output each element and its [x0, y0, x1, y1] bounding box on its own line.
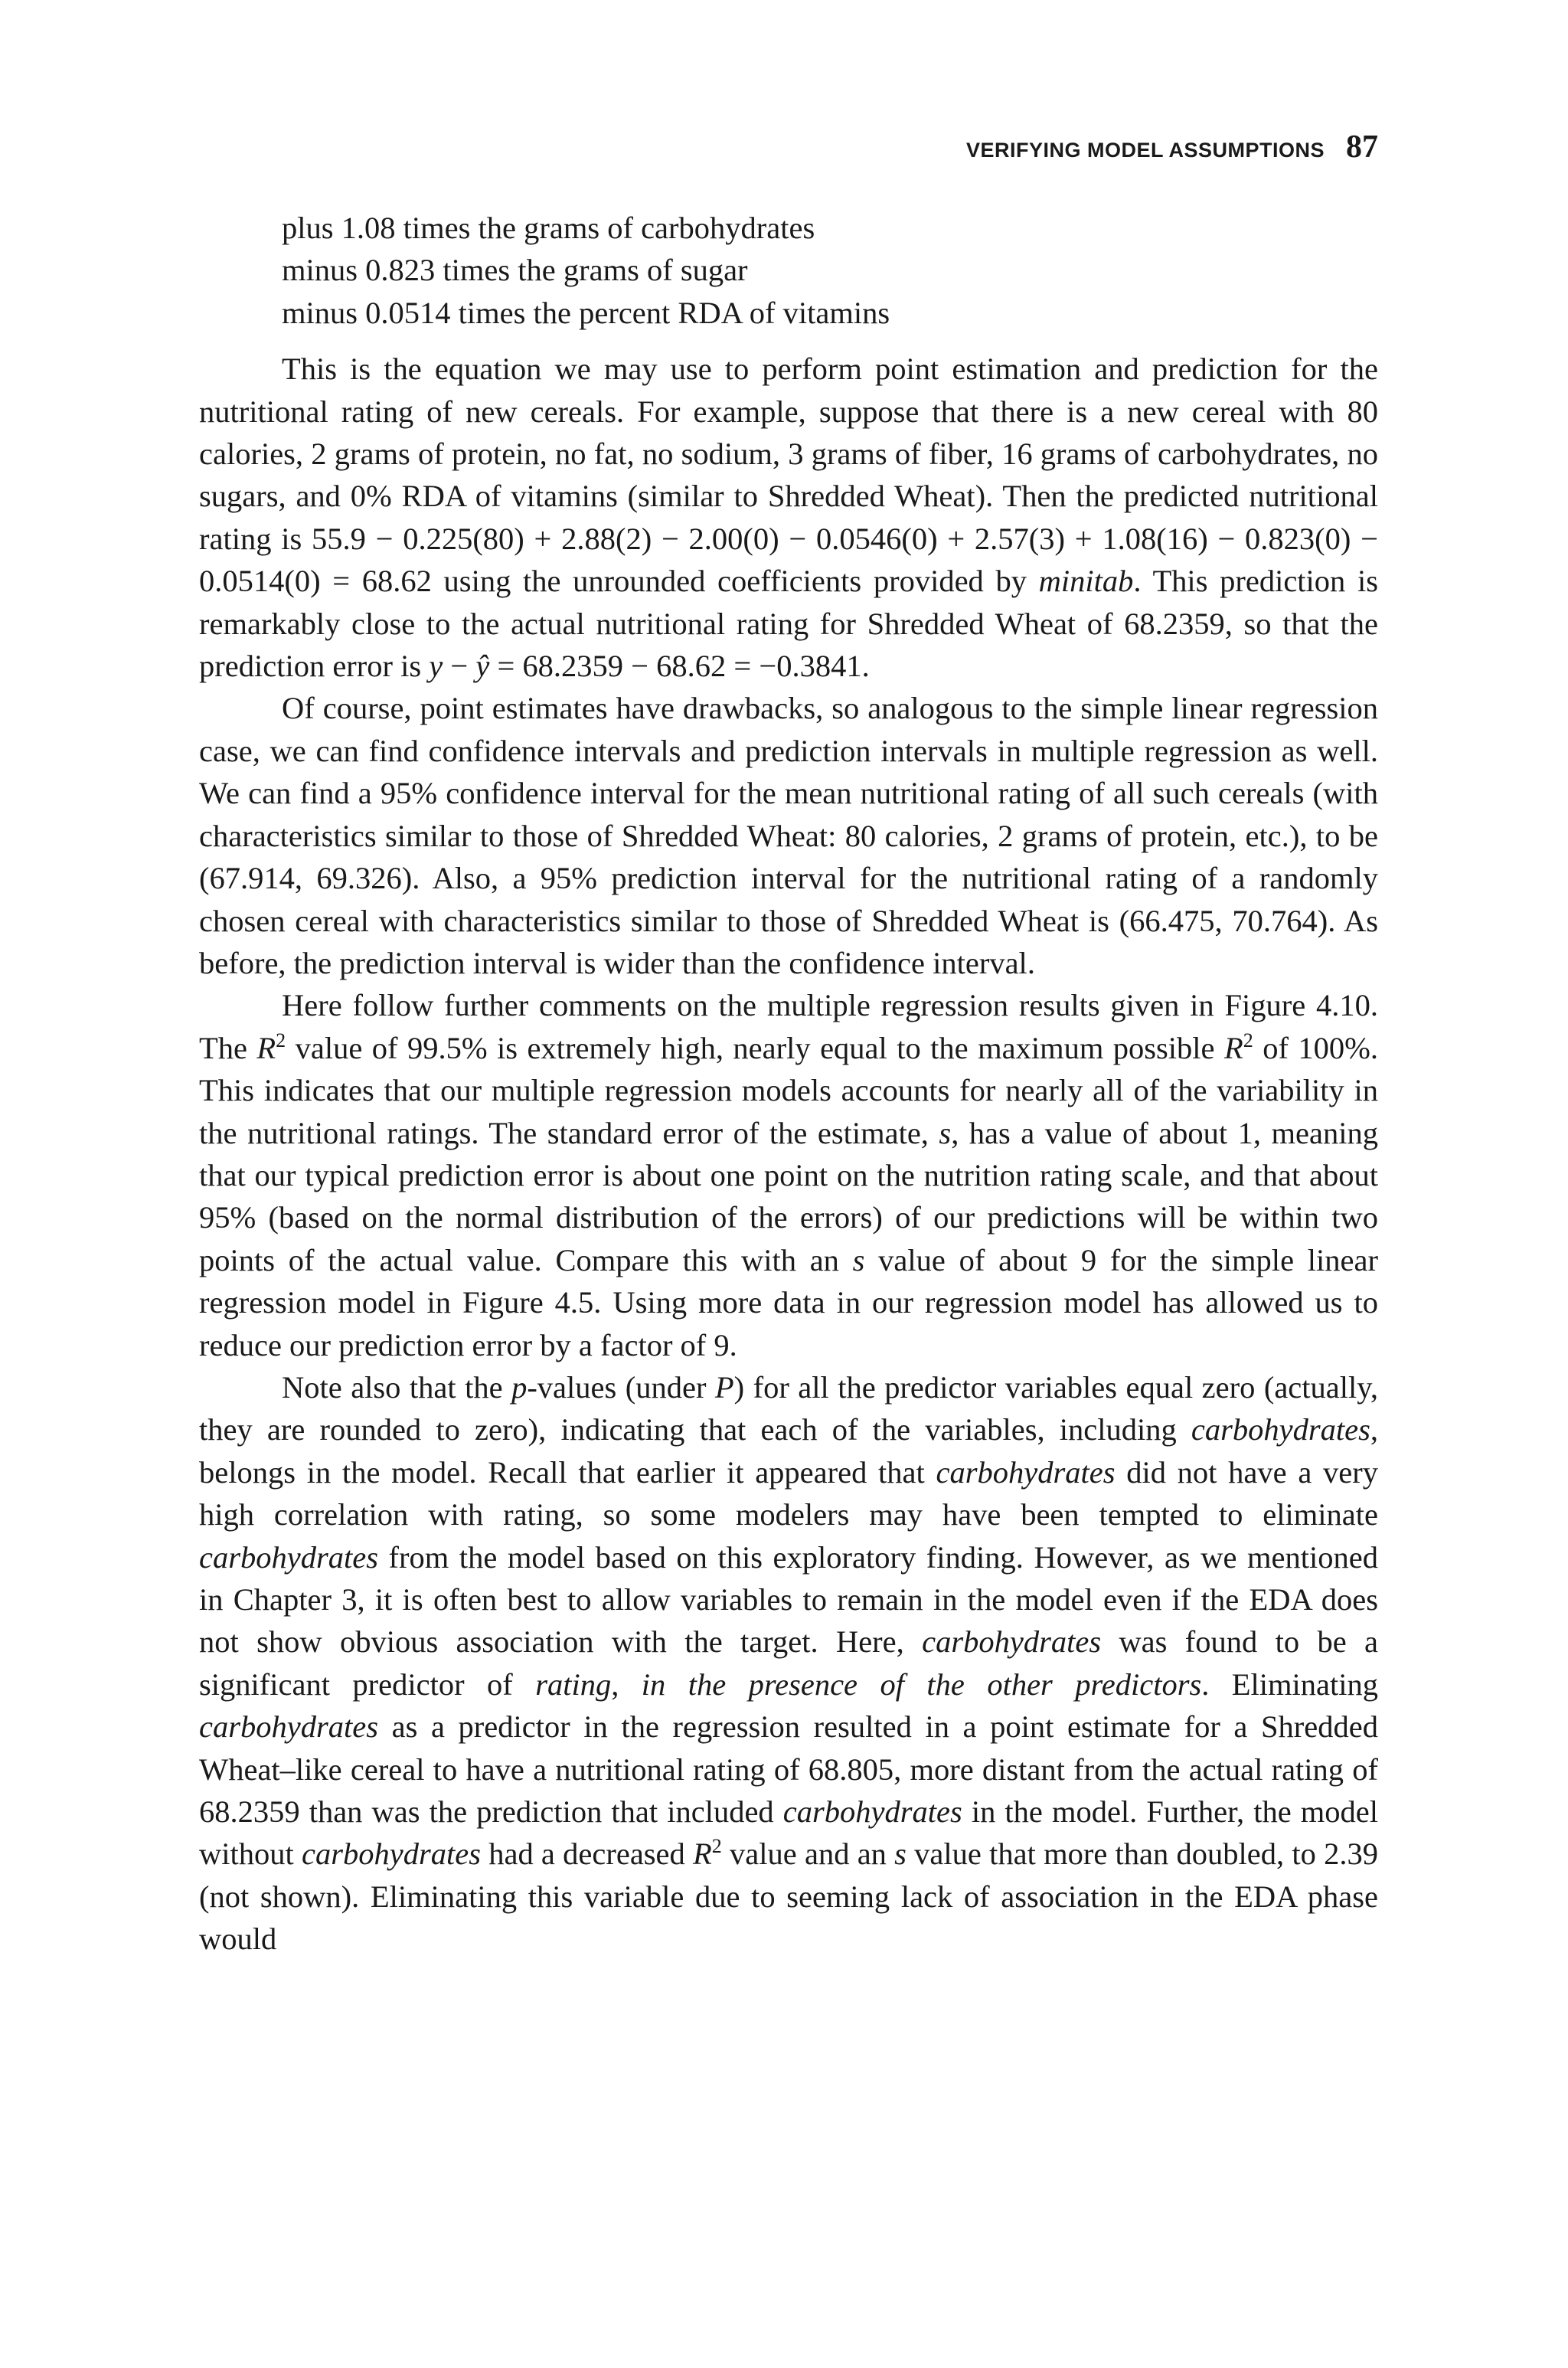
paragraph-intervals: Of course, point estimates have drawbacks, so analogous to the simple linear regression case, we can find confidence intervals and prediction intervals in multiple regression as well. We can find a 95% confidence interval for the mean nutritional rating of all such cereals (with characteristics similar to those of Shredded Wheat: 80 calories, 2 grams of protein, etc.), to be (67.914, 69.326). Also, a 95% prediction interval for the nutritional rating of a randomly chosen cereal with characteristics similar to those of Shredded Wheat is (66.475, 70.764). As before, the prediction interval is wider than the confidence interval.	[199, 691, 1378, 980]
paragraph-p-values: Note also that the p-values (under P) for all the predictor variables equal zero (actually, they are rounded to zero), indicating that each of the variables, including carbohydrates, belongs in the model. Recall that earlier it appeared that carbohydrates did not have a very high correlation with rating, so some modelers may have been tempted to eliminate carbohydrates from the model based on this exploratory finding. However, as we mentioned in Chapter 3, it is often best to allow variables to remain in the model even if the EDA does not show obvious association with the target. Here, carbohydrates was found to be a significant predictor of rating, in the presence of the other predictors. Eliminating carbohydrates as a predictor in the regression resulted in a point estimate for a Shredded Wheat–like cereal to have a nutritional rating of 68.805, more distant from the actual rating of 68.2359 than was the prediction that included carbohydrates in the model. Further, the model without carbohydrates had a decreased $R^2$ value and an s value that more than doubled, to 2.39 (not shown). Eliminating this variable due to seeming lack of association in the EDA phase would	[199, 1369, 1379, 1957]
equation-continuation	[199, 207, 1378, 334]
equation-line: plus 1.08 times the grams of carbohydrates	[282, 211, 815, 245]
paragraph-point-estimation: This is the equation we may use to perform point estimation and prediction for the nutritional rating of new cereals. For example, suppose that there is a new cereal with 80 calories, 2 grams of protein, no fat, no sodium, 3 grams of fiber, 16 grams of carbohydrates, no sugars, and 0% RDA of vitamins (similar to Shredded Wheat). Then the predicted nutritional rating is 55.9 − 0.225(80) + 2.88(2) − 2.00(0) − 0.0546(0) + 2.57(3) + 1.08(16) − 0.823(0) − 0.0514(0) = 68.62 using the unrounded coefficients provided by minitab. This prediction is remarkably close to the actual nutritional rating for Shredded Wheat of 68.2359, so that the prediction error is y − ŷ = 68.2359 − 68.62 = −0.3841.	[199, 352, 1378, 684]
paragraph-r-squared: Here follow further comments on the multiple regression results given in Figure 4.10. The $R^2$ value of 99.5% is extremely high, nearly equal to the maximum possible $R^2$ of 100%. This indicates that our multiple regression models accounts for nearly all of the variability in the nutritional ratings. The standard error of the estimate, s, has a value of about 1, meaning that our typical prediction error is about one point on the nutrition rating scale, and that about 95% (based on the normal distribution of the errors) of our predictions will be within two points of the actual value. Compare this with an s value of about 9 for the simple linear regression model in Figure 4.5. Using more data in our regression model has allowed us to reduce our prediction error by a factor of 9.	[199, 988, 1378, 1362]
running-header	[966, 129, 1378, 165]
software-name: minitab	[1038, 564, 1134, 599]
equation-line: minus 0.0514 times the percent RDA of vitamins	[282, 295, 890, 330]
running-head-title: VERIFYING MODEL ASSUMPTIONS	[965, 139, 1325, 162]
page-number: 87	[1346, 129, 1378, 165]
page-body	[199, 207, 1378, 1961]
equation-line: minus 0.823 times the grams of sugar	[282, 253, 748, 288]
